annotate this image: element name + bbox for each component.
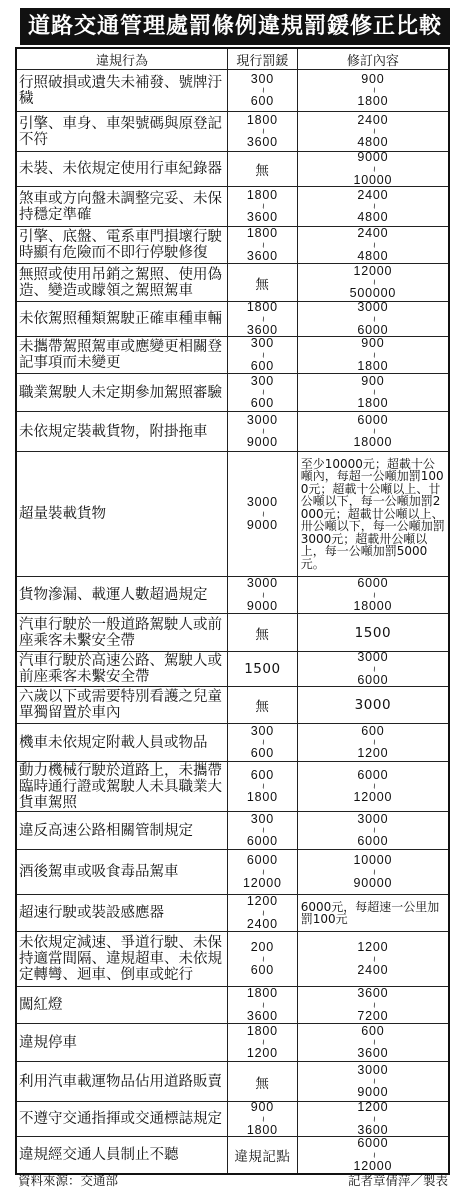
violation-text: 違規經交通人員制止不聽: [19, 1147, 179, 1163]
revised-fine-cell: [298, 987, 448, 1023]
revised-fine-cell: [298, 895, 448, 931]
violation-cell: [17, 812, 228, 849]
violation-text: 違反高速公路相關管制規定: [19, 822, 193, 839]
range-to: 9000: [246, 517, 278, 532]
range-to: 12000: [353, 1158, 393, 1173]
fine-range: [350, 266, 397, 300]
range-from: 2400: [357, 112, 389, 127]
header-current-fine: 現行罰鍰: [228, 49, 298, 69]
violation-text: 超量裝載貨物: [19, 506, 106, 522]
violation-text: 利用汽車載運物品佔用道路販賣: [19, 1073, 222, 1090]
fine-range: [247, 1102, 278, 1136]
revised-fine-cell: [298, 187, 448, 226]
violation-text: 汽車行駛於高速公路、駕駛人或前座乘客未繫安全帶: [19, 653, 222, 685]
range-to: 9000: [357, 1085, 389, 1099]
range-to: 1800: [357, 358, 389, 373]
range-from: 1200: [357, 940, 389, 954]
violation-cell: [17, 850, 228, 894]
fine-range: [246, 412, 278, 449]
fine-note: 6000元，每超速一公里加罰100元: [300, 899, 440, 926]
table-row: [17, 849, 448, 894]
range-from: 2400: [357, 227, 389, 240]
fine-range: [353, 152, 392, 186]
header-violation: 違規行為: [17, 49, 228, 69]
violation-text: 六歲以下或需要特別看護之兒童單獨留置於車內: [19, 689, 222, 721]
range-from: 3000: [357, 302, 389, 314]
range-to: 1800: [357, 94, 389, 108]
current-fine-cell: [228, 850, 298, 894]
current-fine-cell: [228, 1062, 298, 1101]
revised-fine-cell: [298, 577, 448, 613]
fine-range: [357, 302, 388, 336]
current-fine-cell: [228, 187, 298, 226]
revised-fine-cell: [298, 302, 448, 336]
fine-range: [251, 726, 274, 760]
range-to: 6000: [357, 322, 389, 336]
range-from: 1200: [357, 1102, 389, 1114]
table-row: [17, 111, 448, 151]
fine-range: [247, 228, 278, 262]
revised-fine-cell: [298, 1137, 448, 1173]
range-from: 3000: [357, 812, 389, 826]
violation-text: 違規停車: [19, 1034, 77, 1051]
range-to: 3600: [357, 1122, 389, 1136]
current-fine-cell: [228, 652, 298, 686]
violation-cell: [17, 1137, 228, 1173]
violation-text: 未攜帶駕照駕車或應變更相關登記事項而未變更: [19, 339, 222, 371]
fine-range: [247, 814, 278, 848]
violation-cell: [17, 895, 228, 931]
range-to: 1200: [246, 1046, 278, 1060]
current-fine-cell: [228, 70, 298, 111]
table-header-row: [17, 49, 448, 69]
fine-range: [251, 942, 274, 976]
violation-text: 職業駕駛人未定期參加駕照審驗: [19, 384, 222, 401]
revised-fine-cell: [298, 412, 448, 451]
table-row: [17, 69, 448, 111]
current-fine-cell: [228, 1102, 298, 1136]
range-from: 6000: [246, 853, 278, 867]
revised-fine-cell: [298, 652, 448, 686]
range-from: 600: [250, 767, 274, 782]
table-row: [17, 761, 448, 811]
fine-range: [243, 855, 282, 889]
range-to: 6000: [246, 834, 278, 848]
violation-text: 超速行駛或裝設感應器: [19, 905, 164, 921]
current-fine-cell: [228, 1137, 298, 1173]
table-row: [17, 301, 448, 336]
range-to: 1800: [357, 396, 389, 410]
footer-source: 資料來源：交通部: [18, 1173, 119, 1188]
fine-range: [353, 855, 392, 889]
range-to: 3600: [357, 1046, 389, 1060]
table-row: [17, 1136, 448, 1173]
fine-value: 無: [255, 163, 270, 179]
revised-fine-cell: [298, 932, 448, 986]
revised-fine-cell: [298, 112, 448, 151]
revised-fine-cell: [298, 762, 448, 811]
revised-fine-cell: [298, 452, 448, 576]
footer-credit: 記者章倩萍／製表: [347, 1173, 448, 1188]
violation-text: 未依駕照種類駕駛正確車種車輛: [19, 311, 222, 327]
table-row: [17, 1101, 448, 1136]
current-fine-cell: [228, 412, 298, 451]
range-to: 600: [250, 962, 274, 977]
range-from: 1800: [246, 227, 278, 240]
range-to: 1800: [246, 790, 278, 804]
fine-range: [357, 726, 388, 760]
violation-cell: [17, 577, 228, 613]
range-to: 3600: [246, 248, 278, 263]
fine-range: [357, 1026, 388, 1060]
range-to: 18000: [353, 435, 393, 449]
fine-value: 無: [255, 699, 270, 715]
fine-range: [353, 1138, 392, 1172]
fine-range: [251, 338, 274, 372]
current-fine-cell: [228, 302, 298, 336]
range-from: 6000: [357, 767, 389, 782]
range-to: 4800: [357, 135, 389, 149]
fine-range: [357, 112, 389, 149]
range-from: 3000: [357, 1062, 389, 1077]
violation-text: 不遵守交通指揮或交通標誌規定: [19, 1111, 222, 1127]
fine-range: [353, 578, 392, 612]
range-to: 3600: [246, 135, 278, 149]
violation-cell: [17, 374, 228, 411]
range-to: 500000: [349, 286, 397, 300]
range-to: 600: [250, 358, 274, 373]
table-row: [17, 576, 448, 613]
revised-fine-cell: [298, 724, 448, 761]
fine-range: [357, 187, 389, 224]
revised-fine-cell: [298, 337, 448, 373]
table-row: [17, 411, 448, 451]
range-from: 3000: [246, 577, 278, 590]
violation-cell: [17, 687, 228, 723]
current-fine-cell: [228, 152, 298, 186]
violation-cell: [17, 112, 228, 151]
range-to: 9000: [246, 435, 278, 449]
revised-fine-cell: [298, 812, 448, 849]
table-row: [17, 1023, 448, 1061]
current-fine-cell: [228, 812, 298, 849]
range-to: 3600: [246, 322, 278, 336]
range-from: 3000: [357, 652, 389, 664]
violation-text: 闖紅燈: [19, 997, 63, 1013]
current-fine-cell: [228, 724, 298, 761]
range-to: 3600: [246, 210, 278, 224]
fine-value: 無: [255, 276, 270, 293]
fine-range: [246, 112, 278, 149]
range-to: 2400: [246, 916, 278, 931]
fine-note: 至少10000元；超載十公噸內，每超一公噸加罰1000元；超載十公噸以上、廿公噸以下，每一公噸加罰2000元；超載廿公噸以上、卅公噸以下，每一公噸加罰3000元；超載卅公噸以上，每一公噸加罰5000元。: [300, 456, 445, 571]
range-to: 600: [250, 94, 274, 108]
fine-range: [250, 71, 274, 108]
revised-fine-cell: [298, 1024, 448, 1061]
fine-range: [357, 652, 388, 686]
range-from: 1800: [246, 187, 278, 202]
fine-range: [247, 497, 278, 531]
header-revised-content: 修訂內容: [346, 53, 399, 69]
violation-cell: [17, 932, 228, 986]
range-to: 9000: [246, 598, 278, 613]
current-fine-cell: [228, 895, 298, 931]
range-from: 1800: [246, 302, 278, 314]
fine-range: [246, 187, 278, 224]
fine-range: [246, 767, 278, 804]
violation-cell: [17, 614, 228, 651]
current-fine-cell: [228, 112, 298, 151]
revised-fine-cell: [298, 1062, 448, 1101]
violation-text: 煞車或方向盤未調整完妥、未保持穩定準確: [19, 190, 222, 223]
current-fine-cell: [228, 614, 298, 651]
range-to: 12000: [353, 790, 393, 804]
fine-value: 無: [255, 626, 270, 643]
violation-cell: [17, 652, 228, 686]
range-to: 1800: [246, 1122, 278, 1136]
table-row: [17, 986, 448, 1023]
table-row: [17, 811, 448, 849]
range-from: 900: [361, 337, 385, 350]
table-row: [17, 263, 448, 301]
current-fine-cell: [228, 932, 298, 986]
violation-cell: [17, 70, 228, 111]
range-to: 4800: [357, 248, 389, 263]
fine-range: [357, 338, 388, 372]
violation-text: 無照或使用吊銷之駕照、使用偽造、變造或矇領之駕照駕車: [19, 266, 222, 299]
fine-range: [247, 1026, 278, 1060]
range-from: 1800: [246, 987, 278, 1000]
violation-cell: [17, 724, 228, 761]
fine-range: [357, 1102, 388, 1136]
fine-value: 違規記點: [234, 1149, 291, 1165]
fine-range: [357, 988, 388, 1022]
current-fine-cell: [228, 687, 298, 723]
violation-cell: [17, 227, 228, 263]
range-from: 6000: [357, 1137, 389, 1150]
fine-range: [353, 767, 393, 804]
range-to: 3600: [246, 1008, 278, 1023]
current-fine-cell: [228, 452, 298, 576]
range-from: 3000: [246, 495, 278, 509]
revised-fine-cell: [298, 152, 448, 186]
current-fine-cell: [228, 337, 298, 373]
range-to: 2400: [357, 962, 389, 977]
range-to: 4800: [357, 210, 389, 224]
table-row: [17, 336, 448, 373]
fine-range: [357, 71, 389, 108]
current-fine-cell: [228, 577, 298, 613]
violation-cell: [17, 412, 228, 451]
violation-text: 動力機械行駛於道路上，未攜帶臨時通行證或駕駛人未具職業大貨車駕照: [19, 762, 222, 811]
table-row: [17, 373, 448, 411]
range-to: 600: [250, 746, 274, 760]
range-to: 90000: [353, 875, 393, 890]
range-to: 1200: [357, 746, 389, 760]
violation-cell: [17, 187, 228, 226]
violation-cell: [17, 152, 228, 186]
range-from: 1200: [246, 895, 278, 908]
range-from: 10000: [353, 853, 393, 867]
violation-cell: [17, 302, 228, 336]
violation-text: 行照破損或遺失未補發、號牌汙穢: [19, 74, 222, 107]
range-to: 6000: [357, 672, 389, 686]
current-fine-cell: [228, 227, 298, 263]
range-from: 2400: [357, 187, 389, 202]
fine-value: 1500: [354, 624, 392, 641]
range-from: 3000: [246, 412, 278, 427]
table-row: [17, 723, 448, 761]
violation-cell: [17, 452, 228, 576]
violation-text: 引擎、底盤、電系車門損壞行駛時顯有危險而不即行停駛修復: [19, 229, 222, 261]
range-from: 300: [250, 724, 274, 738]
range-from: 12000: [353, 264, 393, 278]
range-from: 600: [361, 724, 385, 738]
violation-cell: [17, 1024, 228, 1061]
table-body: [17, 69, 448, 1173]
revised-fine-cell: [298, 1102, 448, 1136]
table-row: [17, 686, 448, 723]
fine-range: [357, 942, 388, 976]
range-from: 300: [250, 812, 274, 826]
violation-cell: [17, 1062, 228, 1101]
range-from: 900: [250, 1102, 274, 1114]
violation-text: 未依規定減速、爭道行駛、未保持適當間隔、違規超車、未依規定轉彎、迴車、倒車或蛇行: [19, 935, 222, 983]
table-row: [17, 186, 448, 226]
fine-range: [357, 376, 388, 410]
revised-fine-cell: [298, 70, 448, 111]
range-from: 900: [361, 71, 385, 86]
revised-fine-cell: [298, 614, 448, 651]
footer: [18, 1174, 448, 1187]
range-from: 200: [250, 940, 274, 954]
table-row: [17, 931, 448, 986]
fine-range: [247, 988, 278, 1022]
fine-range: [353, 412, 393, 449]
revised-fine-cell: [298, 264, 448, 301]
table-row: [17, 451, 448, 576]
violation-text: 未依規定裝載貨物，附掛拖車: [19, 423, 208, 440]
violation-cell: [17, 987, 228, 1023]
fine-range: [357, 228, 388, 262]
table-row: [17, 894, 448, 931]
range-to: 10000: [353, 172, 393, 186]
violation-text: 引擎、車身、車架號碼與原登記不符: [19, 115, 222, 148]
range-to: 18000: [353, 598, 393, 613]
violation-cell: [17, 1102, 228, 1136]
comparison-table: [15, 47, 450, 1175]
revised-fine-cell: [298, 850, 448, 894]
revised-fine-cell: [298, 687, 448, 723]
violation-cell: [17, 264, 228, 301]
table-row: [17, 151, 448, 186]
range-from: 6000: [357, 412, 389, 427]
range-to: 7200: [357, 1008, 389, 1023]
fine-range: [247, 578, 278, 612]
current-fine-cell: [228, 762, 298, 811]
fine-value: 3000: [354, 697, 392, 713]
violation-text: 未裝、未依規定使用行車紀錄器: [19, 161, 222, 177]
violation-cell: [17, 762, 228, 811]
table-row: [17, 651, 448, 686]
range-from: 1800: [246, 112, 278, 127]
violation-text: 酒後駕車或吸食毒品駕車: [19, 864, 179, 880]
revised-fine-cell: [298, 374, 448, 411]
range-from: 9000: [357, 152, 389, 164]
violation-text: 汽車行駛於一般道路駕駛人或前座乘客未繫安全帶: [19, 616, 222, 649]
range-to: 6000: [357, 834, 389, 848]
range-from: 600: [361, 1024, 385, 1038]
table-row: [17, 613, 448, 651]
range-from: 3600: [357, 987, 389, 1000]
fine-range: [357, 1062, 389, 1099]
fine-range: [247, 896, 278, 930]
fine-value: 1500: [244, 661, 281, 677]
page-title: 道路交通管理處罰條例違規罰鍰修正比較: [20, 8, 450, 45]
current-fine-cell: [228, 987, 298, 1023]
fine-range: [357, 814, 388, 848]
range-from: 1800: [246, 1024, 278, 1038]
current-fine-cell: [228, 1024, 298, 1061]
current-fine-cell: [228, 264, 298, 301]
range-from: 900: [361, 374, 385, 388]
range-from: 300: [250, 71, 274, 86]
fine-range: [247, 302, 278, 336]
violation-text: 機車未依規定附載人員或物品: [19, 734, 208, 751]
range-to: 600: [250, 396, 274, 410]
range-from: 300: [250, 374, 274, 388]
current-fine-cell: [228, 374, 298, 411]
fine-value: 無: [255, 1075, 270, 1092]
violation-cell: [17, 337, 228, 373]
range-to: 12000: [242, 875, 282, 890]
range-from: 6000: [357, 577, 389, 590]
violation-text: 貨物滲漏、載運人數超過規定: [19, 587, 208, 603]
fine-range: [251, 376, 274, 410]
table-row: [17, 1061, 448, 1101]
revised-fine-cell: [298, 227, 448, 263]
range-from: 300: [250, 337, 274, 350]
table-row: [17, 226, 448, 263]
